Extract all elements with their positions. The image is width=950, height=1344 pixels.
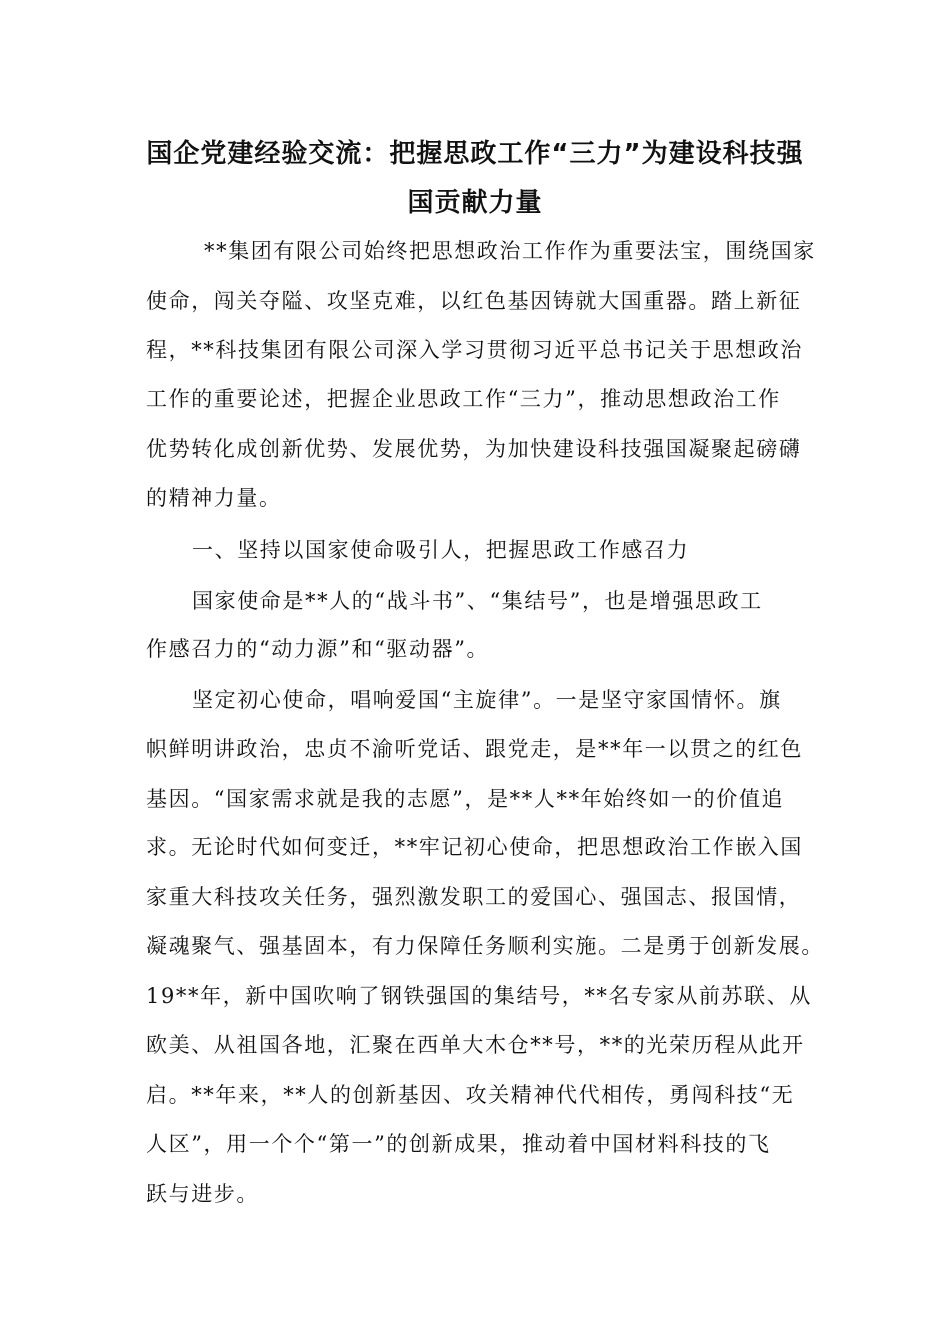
section-heading-1: 一、坚持以国家使命吸引人，把握思政工作感召力 bbox=[192, 538, 690, 562]
paragraph-3-line-4: 求。无论时代如何变迁，**牢记初心使命，把思想政治工作嵌入国 bbox=[146, 835, 803, 859]
document-title-line-1: 国企党建经验交流：把握思政工作“三力”为建设科技强 bbox=[146, 139, 804, 169]
paragraph-1-line-5: 优势转化成创新优势、发展优势，为加快建设科技强国凝聚起磅礴 bbox=[146, 437, 802, 461]
document-title-line-2: 国贡献力量 bbox=[407, 188, 543, 218]
paragraph-3-line-11: 跃与进步。 bbox=[146, 1182, 259, 1206]
paragraph-2-line-1: 国家使命是**人的“战斗书”、“集结号”，也是增强思政工 bbox=[192, 589, 763, 613]
paragraph-2-line-2: 作感召力的“动力源”和“驱动器”。 bbox=[146, 637, 490, 661]
paragraph-1-line-2: 使命，闯关夺隘、攻坚克难，以红色基因铸就大国重器。踏上新征 bbox=[146, 289, 802, 313]
paragraph-3-line-10: 人区”，用一个个“第一”的创新成果，推动着中国材料科技的飞 bbox=[146, 1132, 771, 1156]
paragraph-3-line-9: 启。**年来，**人的创新基因、攻关精神代代相传，勇闯科技“无 bbox=[146, 1083, 795, 1107]
paragraph-1-line-4: 工作的重要论述，把握企业思政工作“三力”，推动思想政治工作 bbox=[146, 387, 781, 411]
paragraph-3-line-5: 家重大科技攻关任务，强烈激发职工的爱国心、强国志、报国情， bbox=[146, 885, 802, 909]
paragraph-1-line-6: 的精神力量。 bbox=[146, 486, 282, 510]
paragraph-3-line-6: 凝魂聚气、强基固本，有力保障任务顺利实施。二是勇于创新发展。 bbox=[146, 934, 824, 958]
paragraph-3-line-2: 帜鲜明讲政治，忠贞不渝听党话、跟党走，是**年一以贯之的红色 bbox=[146, 737, 803, 761]
paragraph-1-line-3: 程，**科技集团有限公司深入学习贯彻习近平总书记关于思想政治 bbox=[146, 338, 803, 362]
paragraph-3-line-1: 坚定初心使命，唱响爱国“主旋律”。一是坚守家国情怀。旗 bbox=[192, 688, 782, 712]
paragraph-3-line-7: 19**年，新中国吹响了钢铁强国的集结号，**名专家从前苏联、从 bbox=[146, 984, 812, 1008]
paragraph-3-line-8: 欧美、从祖国各地，汇聚在西单大木仓**号，**的光荣历程从此开 bbox=[146, 1033, 805, 1057]
paragraph-1-line-1: **集团有限公司始终把思想政治工作作为重要法宝，围绕国家 bbox=[204, 239, 816, 263]
paragraph-3-line-3: 基因。“国家需求就是我的志愿”，是**人**年始终如一的价值追 bbox=[146, 787, 785, 811]
